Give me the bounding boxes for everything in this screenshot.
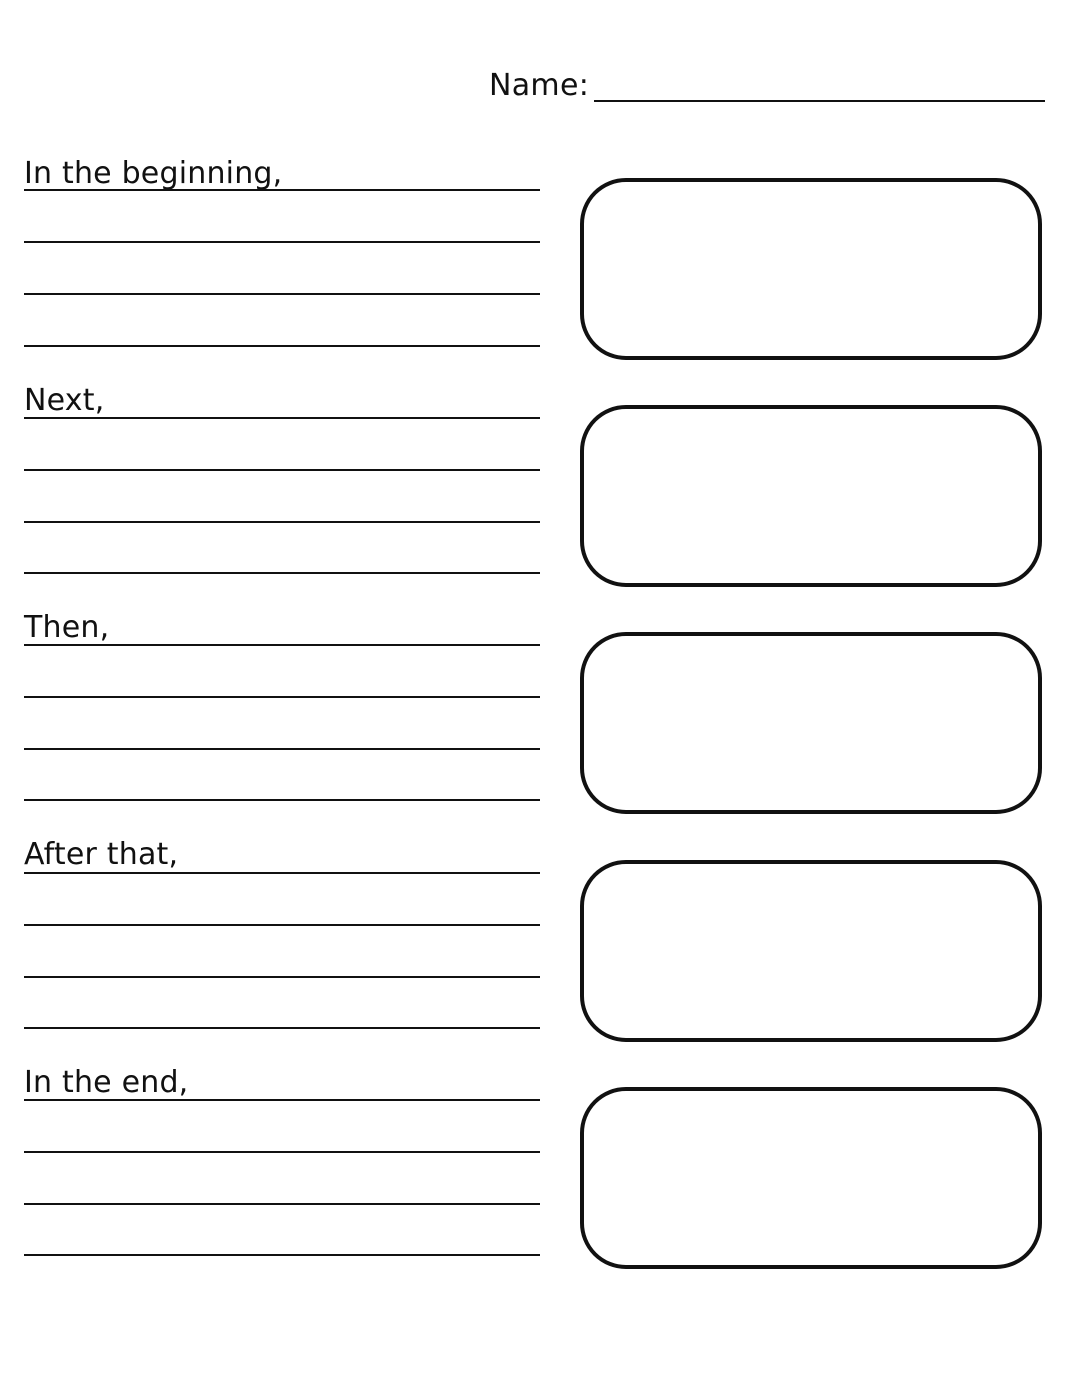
drawing-box[interactable]: [580, 405, 1042, 587]
name-label: Name:: [489, 68, 590, 103]
drawing-box[interactable]: [580, 1087, 1042, 1269]
write-line[interactable]: [24, 1151, 540, 1153]
write-line[interactable]: [24, 293, 540, 295]
write-line[interactable]: [24, 799, 540, 801]
write-line[interactable]: [24, 521, 540, 523]
write-line[interactable]: [24, 241, 540, 243]
section-label: After that,: [24, 837, 179, 872]
write-line[interactable]: [24, 1254, 540, 1256]
name-field: [489, 66, 1045, 106]
write-line[interactable]: [24, 572, 540, 574]
section-after-that: [0, 837, 1080, 1065]
write-line[interactable]: [24, 872, 540, 874]
section-label: Then,: [24, 610, 110, 645]
write-line[interactable]: [24, 644, 540, 646]
section-beginning: [0, 156, 1080, 384]
section-label: In the beginning,: [24, 156, 283, 191]
write-line[interactable]: [24, 924, 540, 926]
write-line[interactable]: [24, 748, 540, 750]
name-write-line[interactable]: [594, 100, 1045, 102]
drawing-box[interactable]: [580, 632, 1042, 814]
drawing-box[interactable]: [580, 178, 1042, 360]
write-line[interactable]: [24, 1203, 540, 1205]
write-line[interactable]: [24, 1027, 540, 1029]
section-label: In the end,: [24, 1065, 189, 1100]
write-line[interactable]: [24, 417, 540, 419]
write-line[interactable]: [24, 1099, 540, 1101]
write-line[interactable]: [24, 189, 540, 191]
write-line[interactable]: [24, 469, 540, 471]
write-line[interactable]: [24, 345, 540, 347]
section-next: [0, 383, 1080, 611]
write-line[interactable]: [24, 976, 540, 978]
section-end: [0, 1065, 1080, 1293]
write-line[interactable]: [24, 696, 540, 698]
section-then: [0, 610, 1080, 838]
section-label: Next,: [24, 383, 105, 418]
drawing-box[interactable]: [580, 860, 1042, 1042]
